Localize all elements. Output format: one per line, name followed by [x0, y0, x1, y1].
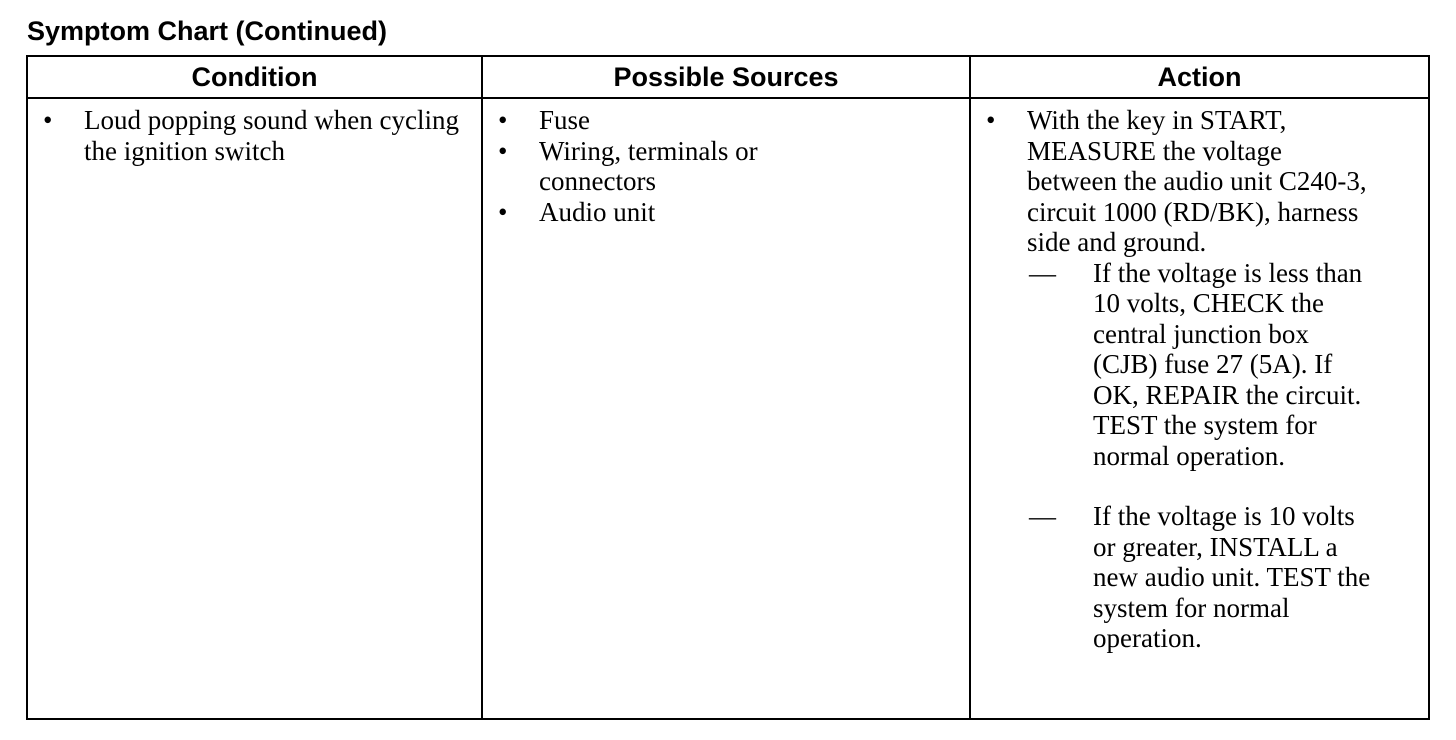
list-item: [1027, 501, 1372, 654]
source-text: Audio unit: [539, 196, 656, 227]
header-action: Action: [970, 56, 1429, 98]
list-item: [493, 105, 959, 136]
list-item: [38, 105, 471, 166]
action-sub-list: [1027, 258, 1372, 654]
table-row: [27, 98, 1429, 719]
bullet-icon: •: [498, 105, 508, 135]
list-item: [493, 136, 959, 197]
source-text: Fuse: [539, 105, 591, 135]
bullet-icon: •: [498, 196, 508, 227]
condition-list: [38, 105, 471, 166]
condition-text: Loud popping sound when cycling the ignition switch: [84, 105, 459, 166]
bullet-icon: •: [43, 105, 53, 135]
action-body: [1027, 105, 1372, 654]
action-sub-text: If the voltage is less than 10 volts, CHECK the central junction box (CJB) fuse 27 (5A). If OK, REPAIR the circuit. TEST the system for normal operation.: [1093, 257, 1363, 471]
source-text: Wiring, terminals or connectors: [539, 135, 758, 196]
action-sub-text: If the voltage is 10 volts or greater, INSTALL a new audio unit. TEST the system for normal operation.: [1093, 501, 1371, 653]
condition-cell: [27, 98, 482, 719]
sources-list: [493, 105, 959, 227]
page-title: Symptom Chart (Continued): [27, 16, 387, 46]
bullet-icon: •: [498, 135, 508, 166]
header-possible-sources: Possible Sources: [482, 56, 970, 98]
list-item: [981, 105, 1418, 654]
header-condition: Condition: [27, 56, 482, 98]
table-header-row: [27, 56, 1429, 98]
list-item: [493, 197, 959, 228]
dash-icon: —: [1029, 257, 1056, 288]
bullet-icon: •: [986, 105, 996, 135]
action-list: [981, 105, 1418, 654]
action-main-text: With the key in START, MEASURE the voltage between the audio unit C240-3, circuit 1000 (RD/BK), harness side and ground.: [1027, 105, 1367, 257]
dash-icon: —: [1029, 501, 1056, 531]
list-item: [1027, 258, 1372, 472]
action-cell: [970, 98, 1429, 719]
possible-sources-cell: [482, 98, 970, 719]
symptom-chart-table: [26, 55, 1430, 720]
